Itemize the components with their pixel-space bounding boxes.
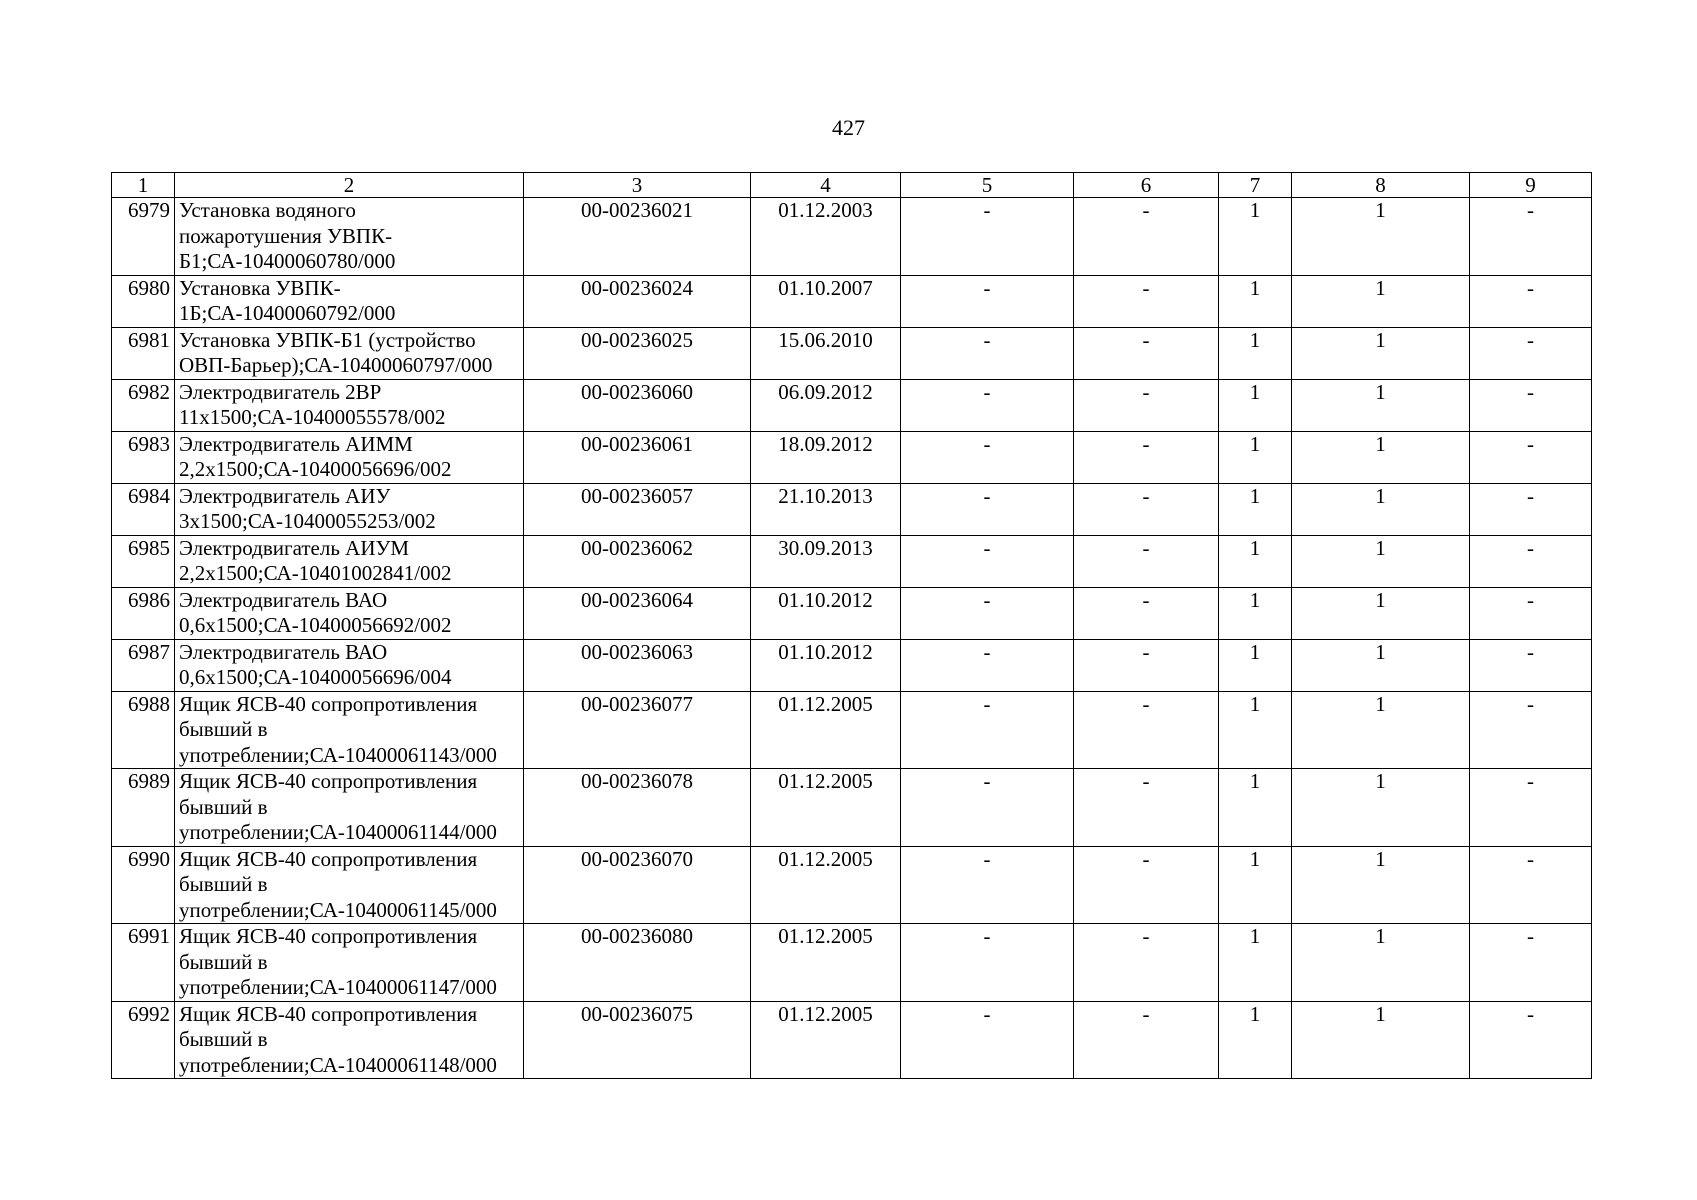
item-name: Электродвигатель АИММ 2,2х1500;СА-10400056696/002: [175, 431, 524, 483]
table-row: [112, 846, 1592, 924]
cell-col-5: -: [901, 846, 1074, 924]
cell-col-9: -: [1470, 198, 1592, 276]
cell-col-8: 1: [1292, 483, 1470, 535]
item-name: Установка водяного пожаротушения УВПК- Б1;СА-10400060780/000: [175, 198, 524, 276]
cell-col-8: 1: [1292, 639, 1470, 691]
table-row: [112, 327, 1592, 379]
cell-col-7: 1: [1219, 483, 1292, 535]
acquisition-date: 15.06.2010: [751, 327, 901, 379]
item-name: Установка УВПК- 1Б;СА-10400060792/000: [175, 275, 524, 327]
cell-col-5: -: [901, 924, 1074, 1002]
cell-col-8: 1: [1292, 327, 1470, 379]
cell-col-8: 1: [1292, 198, 1470, 276]
acquisition-date: 01.10.2012: [751, 587, 901, 639]
cell-col-5: -: [901, 1001, 1074, 1079]
acquisition-date: 18.09.2012: [751, 431, 901, 483]
acquisition-date: 01.12.2003: [751, 198, 901, 276]
column-header-9: 9: [1470, 173, 1592, 198]
cell-col-9: -: [1470, 769, 1592, 847]
cell-col-6: -: [1074, 1001, 1219, 1079]
table-row: [112, 198, 1592, 276]
cell-col-6: -: [1074, 587, 1219, 639]
acquisition-date: 01.12.2005: [751, 691, 901, 769]
cell-col-9: -: [1470, 846, 1592, 924]
cell-col-7: 1: [1219, 379, 1292, 431]
cell-col-7: 1: [1219, 769, 1292, 847]
cell-col-7: 1: [1219, 327, 1292, 379]
cell-col-5: -: [901, 198, 1074, 276]
item-name: Электродвигатель 2ВР 11х1500;СА-10400055578/002: [175, 379, 524, 431]
inventory-code: 00-00236063: [524, 639, 751, 691]
inventory-table: [111, 172, 1592, 1079]
acquisition-date: 01.12.2005: [751, 1001, 901, 1079]
cell-col-6: -: [1074, 483, 1219, 535]
cell-col-9: -: [1470, 275, 1592, 327]
row-number: 6986: [112, 587, 175, 639]
row-number: 6991: [112, 924, 175, 1002]
cell-col-5: -: [901, 639, 1074, 691]
cell-col-9: -: [1470, 1001, 1592, 1079]
cell-col-8: 1: [1292, 275, 1470, 327]
cell-col-5: -: [901, 327, 1074, 379]
inventory-code: 00-00236064: [524, 587, 751, 639]
cell-col-9: -: [1470, 431, 1592, 483]
cell-col-9: -: [1470, 483, 1592, 535]
inventory-code: 00-00236025: [524, 327, 751, 379]
cell-col-7: 1: [1219, 535, 1292, 587]
acquisition-date: 01.12.2005: [751, 924, 901, 1002]
cell-col-7: 1: [1219, 198, 1292, 276]
table-row: [112, 379, 1592, 431]
table-row: [112, 924, 1592, 1002]
row-number: 6985: [112, 535, 175, 587]
item-name: Электродвигатель ВАО 0,6х1500;СА-10400056692/002: [175, 587, 524, 639]
acquisition-date: 30.09.2013: [751, 535, 901, 587]
cell-col-7: 1: [1219, 587, 1292, 639]
cell-col-5: -: [901, 587, 1074, 639]
acquisition-date: 01.12.2005: [751, 769, 901, 847]
table-row: [112, 769, 1592, 847]
cell-col-9: -: [1470, 691, 1592, 769]
item-name: Ящик ЯСВ-40 сопропротивления бывший в употреблении;СА-10400061144/000: [175, 769, 524, 847]
item-name: Установка УВПК-Б1 (устройство ОВП-Барьер);СА-10400060797/000: [175, 327, 524, 379]
inventory-code: 00-00236080: [524, 924, 751, 1002]
row-number: 6981: [112, 327, 175, 379]
item-name: Ящик ЯСВ-40 сопропротивления бывший в употреблении;СА-10400061145/000: [175, 846, 524, 924]
cell-col-7: 1: [1219, 431, 1292, 483]
inventory-code: 00-00236024: [524, 275, 751, 327]
cell-col-7: 1: [1219, 846, 1292, 924]
page-number: 427: [832, 115, 865, 140]
cell-col-5: -: [901, 483, 1074, 535]
table-row: [112, 691, 1592, 769]
cell-col-7: 1: [1219, 1001, 1292, 1079]
cell-col-9: -: [1470, 587, 1592, 639]
cell-col-9: -: [1470, 924, 1592, 1002]
header-row: [112, 173, 1592, 198]
cell-col-9: -: [1470, 639, 1592, 691]
table-row: [112, 483, 1592, 535]
cell-col-8: 1: [1292, 846, 1470, 924]
inventory-code: 00-00236078: [524, 769, 751, 847]
cell-col-5: -: [901, 769, 1074, 847]
table-row: [112, 587, 1592, 639]
row-number: 6982: [112, 379, 175, 431]
acquisition-date: 21.10.2013: [751, 483, 901, 535]
cell-col-6: -: [1074, 846, 1219, 924]
cell-col-6: -: [1074, 198, 1219, 276]
cell-col-6: -: [1074, 431, 1219, 483]
cell-col-5: -: [901, 535, 1074, 587]
acquisition-date: 01.10.2012: [751, 639, 901, 691]
cell-col-6: -: [1074, 924, 1219, 1002]
table-row: [112, 639, 1592, 691]
item-name: Электродвигатель АИУ 3х1500;СА-10400055253/002: [175, 483, 524, 535]
item-name: Ящик ЯСВ-40 сопропротивления бывший в употреблении;СА-10400061148/000: [175, 1001, 524, 1079]
item-name: Электродвигатель АИУМ 2,2х1500;СА-10401002841/002: [175, 535, 524, 587]
inventory-code: 00-00236061: [524, 431, 751, 483]
cell-col-6: -: [1074, 769, 1219, 847]
row-number: 6992: [112, 1001, 175, 1079]
inventory-code: 00-00236070: [524, 846, 751, 924]
acquisition-date: 06.09.2012: [751, 379, 901, 431]
row-number: 6980: [112, 275, 175, 327]
column-header-6: 6: [1074, 173, 1219, 198]
cell-col-6: -: [1074, 275, 1219, 327]
column-header-2: 2: [175, 173, 524, 198]
cell-col-5: -: [901, 691, 1074, 769]
cell-col-9: -: [1470, 327, 1592, 379]
table-row: [112, 431, 1592, 483]
cell-col-9: -: [1470, 379, 1592, 431]
cell-col-8: 1: [1292, 587, 1470, 639]
inventory-code: 00-00236021: [524, 198, 751, 276]
row-number: 6989: [112, 769, 175, 847]
cell-col-8: 1: [1292, 1001, 1470, 1079]
row-number: 6983: [112, 431, 175, 483]
cell-col-7: 1: [1219, 275, 1292, 327]
inventory-code: 00-00236077: [524, 691, 751, 769]
table-header: [112, 173, 1592, 198]
cell-col-9: -: [1470, 535, 1592, 587]
cell-col-8: 1: [1292, 769, 1470, 847]
inventory-code: 00-00236057: [524, 483, 751, 535]
cell-col-6: -: [1074, 379, 1219, 431]
row-number: 6987: [112, 639, 175, 691]
cell-col-5: -: [901, 379, 1074, 431]
cell-col-5: -: [901, 275, 1074, 327]
column-header-1: 1: [112, 173, 175, 198]
cell-col-6: -: [1074, 327, 1219, 379]
cell-col-5: -: [901, 431, 1074, 483]
cell-col-8: 1: [1292, 431, 1470, 483]
cell-col-7: 1: [1219, 924, 1292, 1002]
table-row: [112, 1001, 1592, 1079]
column-header-5: 5: [901, 173, 1074, 198]
inventory-code: 00-00236062: [524, 535, 751, 587]
table-row: [112, 535, 1592, 587]
acquisition-date: 01.10.2007: [751, 275, 901, 327]
column-header-7: 7: [1219, 173, 1292, 198]
inventory-code: 00-00236060: [524, 379, 751, 431]
cell-col-8: 1: [1292, 924, 1470, 1002]
column-header-3: 3: [524, 173, 751, 198]
item-name: Электродвигатель ВАО 0,6х1500;СА-10400056696/004: [175, 639, 524, 691]
item-name: Ящик ЯСВ-40 сопропротивления бывший в употреблении;СА-10400061147/000: [175, 924, 524, 1002]
table-body: [112, 198, 1592, 1079]
cell-col-6: -: [1074, 639, 1219, 691]
cell-col-8: 1: [1292, 379, 1470, 431]
cell-col-6: -: [1074, 691, 1219, 769]
cell-col-6: -: [1074, 535, 1219, 587]
cell-col-7: 1: [1219, 639, 1292, 691]
row-number: 6984: [112, 483, 175, 535]
row-number: 6988: [112, 691, 175, 769]
item-name: Ящик ЯСВ-40 сопропротивления бывший в употреблении;СА-10400061143/000: [175, 691, 524, 769]
cell-col-8: 1: [1292, 535, 1470, 587]
table-row: [112, 275, 1592, 327]
row-number: 6990: [112, 846, 175, 924]
column-header-8: 8: [1292, 173, 1470, 198]
inventory-code: 00-00236075: [524, 1001, 751, 1079]
acquisition-date: 01.12.2005: [751, 846, 901, 924]
cell-col-7: 1: [1219, 691, 1292, 769]
cell-col-8: 1: [1292, 691, 1470, 769]
column-header-4: 4: [751, 173, 901, 198]
row-number: 6979: [112, 198, 175, 276]
